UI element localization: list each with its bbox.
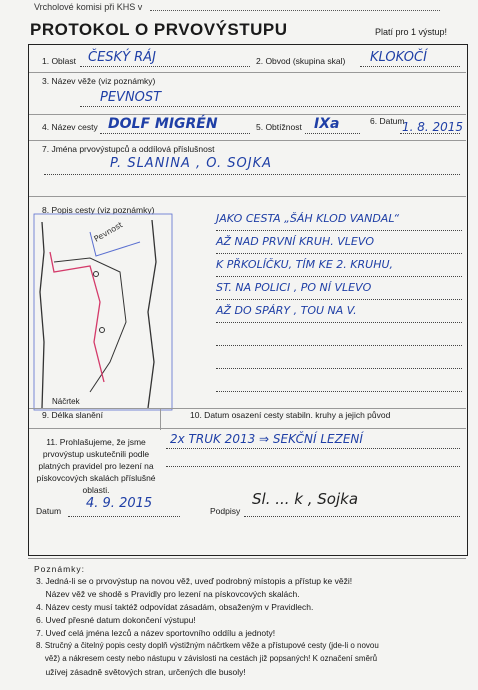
row-divider (29, 408, 466, 409)
row-divider (29, 428, 466, 429)
signatures-line (244, 516, 460, 517)
rings-label: 10. Datum osazení cesty stabiln. kruhy a jejich původ (190, 410, 391, 420)
area-line (80, 66, 250, 67)
climbers-value: P. SLANINA , O. SOJKA (110, 156, 272, 171)
sketch-text: Pevnost (92, 220, 125, 244)
note-item: 6. Uveď přesné datum dokončení výstupu! (36, 615, 196, 625)
signatures-label: Podpisy (210, 506, 241, 516)
tower-outline-right (148, 220, 156, 408)
tower-value: PEVNOST (100, 90, 162, 105)
tower-label: 3. Název věže (viz poznámky) (42, 76, 156, 86)
sketch-label: Náčrtek (52, 397, 80, 406)
grade-label: 5. Obtížnost (256, 122, 302, 132)
ring-2 (100, 328, 105, 333)
declaration-date-value: 4. 9. 2015 (86, 496, 153, 511)
district-label: 2. Obvod (skupina skal) (256, 56, 346, 66)
tower-outline-left (40, 222, 44, 408)
description-lines (216, 208, 462, 392)
description-line: AŽ DO SPÁRY , TOU NA V. (216, 300, 462, 323)
rappel-divider (160, 408, 161, 430)
description-line-empty (216, 369, 462, 392)
ring-1 (94, 272, 99, 277)
page-title: PROTOKOL O PRVOVÝSTUPU (30, 20, 288, 39)
notes-list (36, 576, 472, 680)
rings-line (166, 466, 460, 467)
tower-crack (54, 258, 126, 392)
declaration-date-label: Datum (36, 506, 62, 516)
declaration-date-line (68, 516, 180, 517)
description-line: JAKO CESTA „ŠÁH KLOD VANDAL“ (216, 208, 462, 231)
notes-divider (28, 558, 466, 559)
rings-line (166, 448, 460, 449)
description-line-empty (216, 346, 462, 369)
route-sketch (30, 212, 175, 414)
climbers-label: 7. Jména prvovýstupců a oddílová příslušnost (42, 144, 215, 154)
row-divider (29, 140, 466, 141)
rappel-label: 9. Délka slanění (42, 410, 103, 420)
route-line (100, 133, 250, 134)
note-item: Název věž ve shodě s Pravidly pro lezení na pískovcových skalách. (36, 589, 300, 599)
row-divider (29, 196, 466, 197)
committee-header: Vrcholové komisi při KHS v (34, 2, 143, 12)
description-line: K PŘKOLÍČKU, TÍM KE 2. KRUHU, (216, 254, 462, 277)
area-label: 1. Oblast (42, 56, 77, 66)
district-value: KLOKOČÍ (370, 50, 427, 65)
committee-line (150, 10, 440, 11)
signatures-value: Sl. ... k , Sojka (252, 490, 359, 508)
description-line: ST. NA POLICI , PO NÍ VLEVO (216, 277, 462, 300)
note-item: 8. Stručný a čitelný popis cesty doplň výstižným náčrtkem věže a přístupové cesty (jde-li o novou (36, 641, 379, 650)
route-value: DOLF MIGRÉN (108, 116, 218, 132)
declaration-label: 11. Prohlašujeme, že jsme prvovýstup uskutečnili podle platných pravidel pro lezení na pískovcových skalách příslušné oblasti. (36, 437, 156, 495)
note-item: věž) a nákresem cesty nebo nástupu v závislosti na cestách již popsaných! K označení směrů (36, 654, 378, 663)
note-item: 3. Jedná-li se o prvovýstup na novou věž, uveď podrobný místopis a přístup ke věži! (36, 576, 353, 586)
notes-title: Poznámky: (34, 564, 86, 574)
district-line (360, 66, 460, 67)
tower-line (80, 106, 460, 107)
route-label: 4. Název cesty (42, 122, 98, 132)
date-value: 1. 8. 2015 (402, 120, 464, 134)
row-divider (29, 72, 466, 73)
grade-value: IXa (314, 116, 340, 132)
validity-note: Platí pro 1 výstup! (375, 27, 448, 37)
grade-line (305, 133, 360, 134)
note-item: užívej zásadně světových stran, určených dle busoly! (36, 667, 246, 677)
description-label: 8. Popis cesty (viz poznámky) (42, 205, 155, 215)
row-divider (29, 114, 466, 115)
climbers-line (44, 174, 460, 175)
area-value: ČESKÝ RÁJ (88, 50, 156, 65)
note-item: 7. Uveď celá jména lezců a název sportovního oddílu a jednoty! (36, 628, 276, 638)
description-line-empty (216, 323, 462, 346)
note-item: 4. Název cesty musí taktéž odpovídat zásadám, obsaženým v Pravidlech. (36, 602, 314, 612)
description-line: AŽ NAD PRVNÍ KRUH. VLEVO (216, 231, 462, 254)
rings-value: 2x TRUK 2013 ⇒ SEKČNÍ LEZENÍ (170, 432, 363, 446)
date-label: 6. Datum (370, 116, 405, 126)
